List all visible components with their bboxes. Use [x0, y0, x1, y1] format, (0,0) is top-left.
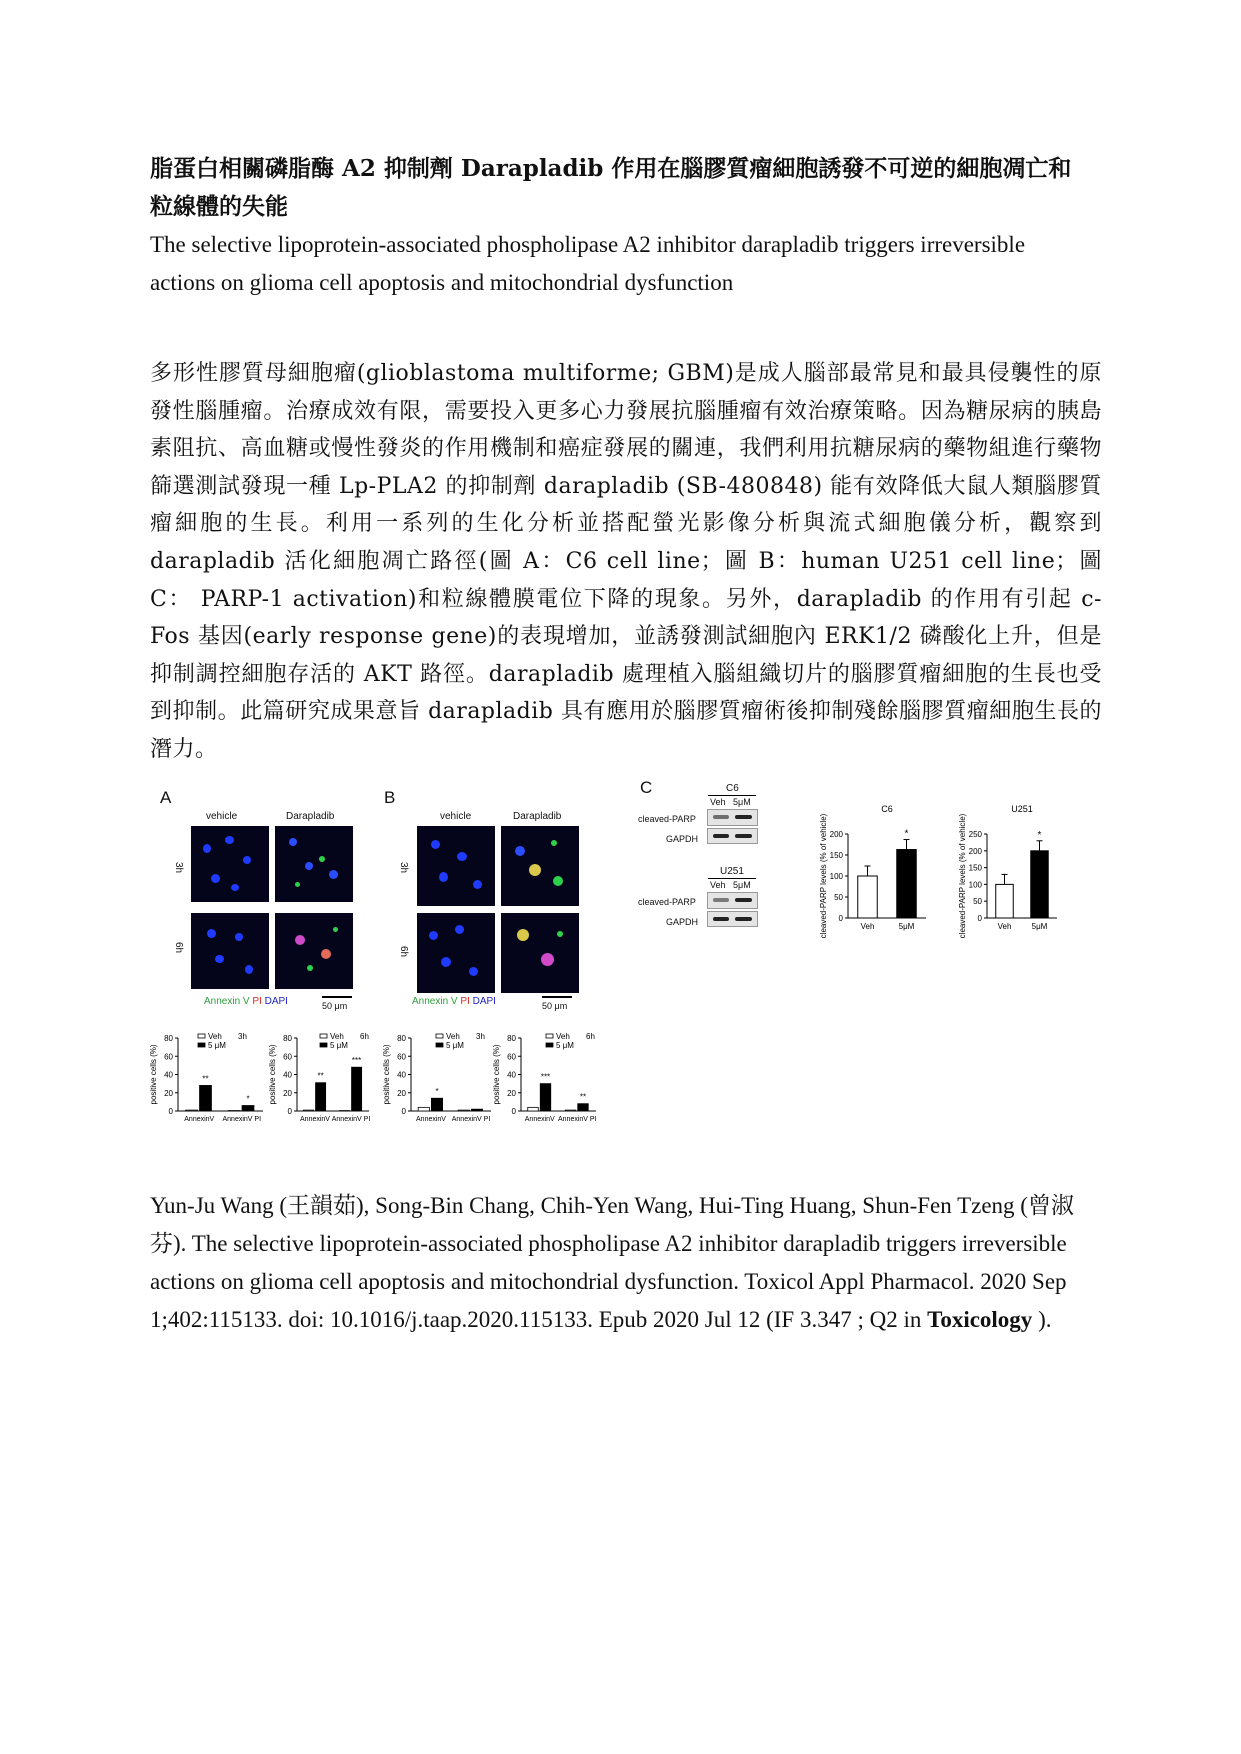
y-tick-label: 0	[511, 1107, 516, 1116]
y-tick-label: 40	[507, 1070, 516, 1080]
citation	[150, 1187, 1100, 1339]
scale-bar-a-label: 50 μm	[322, 1001, 348, 1011]
bar	[540, 1084, 551, 1111]
significance-mark: *	[246, 1094, 250, 1104]
bar	[578, 1104, 589, 1111]
significance-mark: ***	[540, 1072, 551, 1082]
y-tick-label: 150	[829, 851, 843, 860]
legend-annexin: Annexin V	[204, 996, 250, 1007]
y-tick-label: 40	[397, 1070, 406, 1080]
significance-mark: *	[904, 828, 909, 840]
panel-a-label: A	[160, 788, 172, 807]
y-tick-label: 80	[397, 1034, 406, 1043]
legend-pi: PI	[460, 996, 470, 1007]
panel-a-row-6h: 6h	[173, 941, 185, 954]
blot-u251-lane-5um: 5μM	[733, 880, 751, 890]
bar	[1031, 851, 1049, 918]
y-axis-label: positive cells (%)	[382, 1044, 391, 1105]
y-tick-label: 200	[968, 846, 982, 856]
y-tick-label: 80	[283, 1034, 292, 1043]
legend-swatch	[546, 1043, 553, 1047]
y-tick-label: 0	[168, 1107, 173, 1116]
legend-annexin: Annexin V	[412, 996, 458, 1007]
y-tick-label: 80	[507, 1034, 516, 1043]
y-tick-label: 60	[507, 1052, 516, 1062]
bar	[418, 1107, 429, 1111]
time-label: 6h	[360, 1032, 369, 1041]
bar	[316, 1083, 326, 1111]
panel-a-row-3h: 3h	[173, 861, 185, 874]
y-tick-label: 20	[283, 1088, 292, 1098]
y-axis-label: positive cells (%)	[492, 1044, 501, 1105]
y-axis-label: cleaved-PARP levels (% of vehicle)	[958, 813, 967, 939]
x-tick-label: 5μM	[898, 922, 915, 931]
legend-swatch	[436, 1034, 443, 1038]
x-tick-label: 5μM	[1031, 922, 1048, 931]
x-tick-label: AnnexinV	[524, 1116, 555, 1123]
y-tick-label: 40	[164, 1070, 173, 1080]
blot-u251-row-gapdh: GAPDH	[666, 917, 699, 927]
panel-b-col-darapladib: Darapladib	[513, 811, 562, 822]
significance-mark: *	[435, 1087, 439, 1097]
y-tick-label: 150	[968, 863, 982, 873]
significance-mark: **	[579, 1092, 587, 1102]
legend-label: Veh	[446, 1032, 460, 1041]
legend-swatch	[320, 1034, 327, 1038]
y-tick-label: 20	[507, 1088, 516, 1098]
scale-bar-b-label: 50 μm	[542, 1001, 568, 1011]
bar	[897, 850, 917, 918]
blot-c6-row-gapdh: GAPDH	[666, 834, 699, 844]
x-tick-label: AnnexinV	[416, 1116, 446, 1123]
panel-a-col-vehicle: vehicle	[206, 811, 238, 822]
legend-label: 5 μM	[330, 1041, 348, 1050]
chart-title: C6	[881, 804, 893, 814]
x-tick-label: Veh	[997, 922, 1012, 931]
legend-swatch	[436, 1043, 443, 1047]
bar	[303, 1110, 313, 1111]
blot-u251-lane-veh: Veh	[710, 880, 726, 890]
citation-end: ).	[1032, 1307, 1052, 1332]
y-tick-label: 200	[829, 830, 843, 839]
panel-b-row-6h: 6h	[398, 945, 410, 958]
y-tick-label: 0	[838, 914, 843, 923]
x-tick-label: Veh	[860, 922, 875, 931]
x-tick-label: AnnexinV PI	[557, 1116, 597, 1123]
time-label: 3h	[238, 1032, 247, 1041]
significance-mark: **	[202, 1074, 209, 1084]
bar	[186, 1110, 198, 1111]
legend-swatch	[320, 1043, 327, 1047]
panel-b-label: B	[384, 788, 396, 807]
y-axis-label: positive cells (%)	[149, 1044, 158, 1105]
legend-pi: PI	[252, 996, 262, 1007]
bar	[996, 884, 1014, 918]
y-tick-label: 50	[973, 897, 982, 907]
legend-swatch	[198, 1034, 205, 1038]
x-tick-label: AnnexinV PI	[451, 1116, 491, 1123]
legend-label: 5 μM	[446, 1041, 464, 1050]
blot-c6-row-parp: cleaved-PARP	[638, 814, 696, 824]
y-tick-label: 60	[397, 1052, 406, 1062]
panel-a-col-darapladib: Darapladib	[286, 811, 335, 822]
bar	[458, 1110, 469, 1111]
abstract-paragraph: 多形性膠質母細胞瘤(glioblastoma multiforme; GBM)是成人腦部最常見和最具侵襲性的原發性腦腫瘤。治療成效有限，需要投入更多心力發展抗腦腫瘤有效治療策略。因為糖尿病的胰島素阻抗、高血糖或慢性發炎的作用機制和癌症發展的關連，我們利用抗糖尿病的藥物組進行藥物篩選測試發現一種 Lp-PLA2 的抑制劑 darapladib (SB-480848) 能有效降低大鼠人類腦膠質瘤細胞的生長。利用一系列的生化分析並搭配螢光影像分析與流式細胞儀分析，觀察到 darapladib 活化細胞凋亡路徑(圖 A：C6 cell line；圖 B：human U251 cell line；圖 C： PARP-1 activation)和粒線體膜電位下降的現象。另外，darapladib 的作用有引起 c-Fos 基因(early response gene)的表現增加，並誘發測試細胞內 ERK1/2 磷酸化上升，但是抑制調控細胞存活的 AKT 路徑。darapladib 處理植入腦組織切片的腦膠質瘤細胞的生長也受到抑制。此篇研究成果意旨 darapladib 具有應用於腦膠質瘤術後抑制殘餘腦膠質瘤細胞生長的潛力。	[150, 361, 1102, 762]
time-label: 3h	[476, 1032, 485, 1041]
blot-u251-title: U251	[720, 866, 744, 877]
blot-c6-lane-veh: Veh	[710, 797, 726, 807]
x-tick-label: AnnexinV PI	[222, 1116, 262, 1123]
legend-label: 5 μM	[208, 1041, 226, 1050]
citation-text: Yun-Ju Wang (王韻茹), Song-Bin Chang, Chih-Yen Wang, Hui-Ting Huang, Shun-Fen Tzeng (曾淑芬). The selective lipoprotein-associated phospholipase A2 inhibitor darapladib triggers irreversible actions on glioma cell apoptosis and mitochondrial dysfunction. Toxicol Appl Pharmacol. 2020 Sep 1;402:115133. doi: 10.1016/j.taap.2020.115133. Epub 2020 Jul 12 (IF 3.347 ; Q2 in	[150, 1193, 1074, 1332]
y-tick-label: 60	[283, 1052, 292, 1062]
y-axis-label: cleaved-PARP levels (% of vehicle)	[819, 813, 828, 939]
panel-c-label: C	[640, 778, 653, 797]
x-tick-label: AnnexinV	[300, 1116, 330, 1123]
legend-dapi: DAPI	[264, 996, 288, 1007]
title-chinese: 脂蛋白相關磷脂酶 A2 抑制劑 Darapladib 作用在腦膠質瘤細胞誘發不可逆的細胞凋亡和粒線體的失能	[150, 155, 1072, 220]
bar	[858, 876, 878, 918]
time-label: 6h	[586, 1032, 595, 1041]
bar	[431, 1098, 442, 1111]
legend-label: Veh	[208, 1032, 222, 1041]
legend-label: Veh	[330, 1032, 344, 1041]
bar	[565, 1110, 576, 1111]
legend-label: Veh	[556, 1032, 570, 1041]
significance-mark: ***	[351, 1056, 362, 1066]
bar	[242, 1106, 254, 1111]
y-tick-label: 60	[164, 1052, 173, 1062]
y-tick-label: 40	[283, 1070, 292, 1080]
y-tick-label: 50	[834, 893, 843, 902]
y-tick-label: 20	[164, 1088, 173, 1098]
panel-b-row-3h: 3h	[398, 861, 410, 874]
y-tick-label: 0	[287, 1107, 292, 1116]
y-tick-label: 250	[968, 830, 982, 839]
title-english: The selective lipoprotein-associated phospholipase A2 inhibitor darapladib triggers irreversible actions on glioma cell apoptosis and mitochondrial dysfunction	[150, 232, 1026, 295]
bar	[471, 1109, 482, 1111]
y-tick-label: 20	[397, 1088, 406, 1098]
blot-u251-row-parp: cleaved-PARP	[638, 897, 696, 907]
panel-b-col-vehicle: vehicle	[440, 811, 472, 822]
citation-journal-category: Toxicology	[927, 1307, 1033, 1332]
x-tick-label: AnnexinV PI	[331, 1116, 371, 1123]
blot-c6-lane-5um: 5μM	[733, 797, 751, 807]
legend-swatch	[546, 1034, 553, 1038]
y-tick-label: 100	[968, 880, 982, 890]
significance-mark: **	[317, 1071, 324, 1081]
legend-label: 5 μM	[556, 1041, 574, 1050]
legend-swatch	[198, 1043, 205, 1047]
bar	[528, 1107, 539, 1111]
bar	[200, 1085, 212, 1111]
chart-title: U251	[1011, 804, 1033, 814]
y-tick-label: 0	[977, 914, 982, 923]
y-tick-label: 80	[164, 1034, 173, 1043]
bar	[352, 1067, 362, 1111]
y-tick-label: 0	[401, 1107, 406, 1116]
legend-dapi: DAPI	[472, 996, 496, 1007]
significance-mark: *	[1037, 829, 1042, 841]
y-axis-label: positive cells (%)	[268, 1044, 277, 1105]
x-tick-label: AnnexinV	[184, 1116, 215, 1123]
blot-c6-title: C6	[726, 783, 739, 794]
y-tick-label: 100	[829, 872, 843, 881]
